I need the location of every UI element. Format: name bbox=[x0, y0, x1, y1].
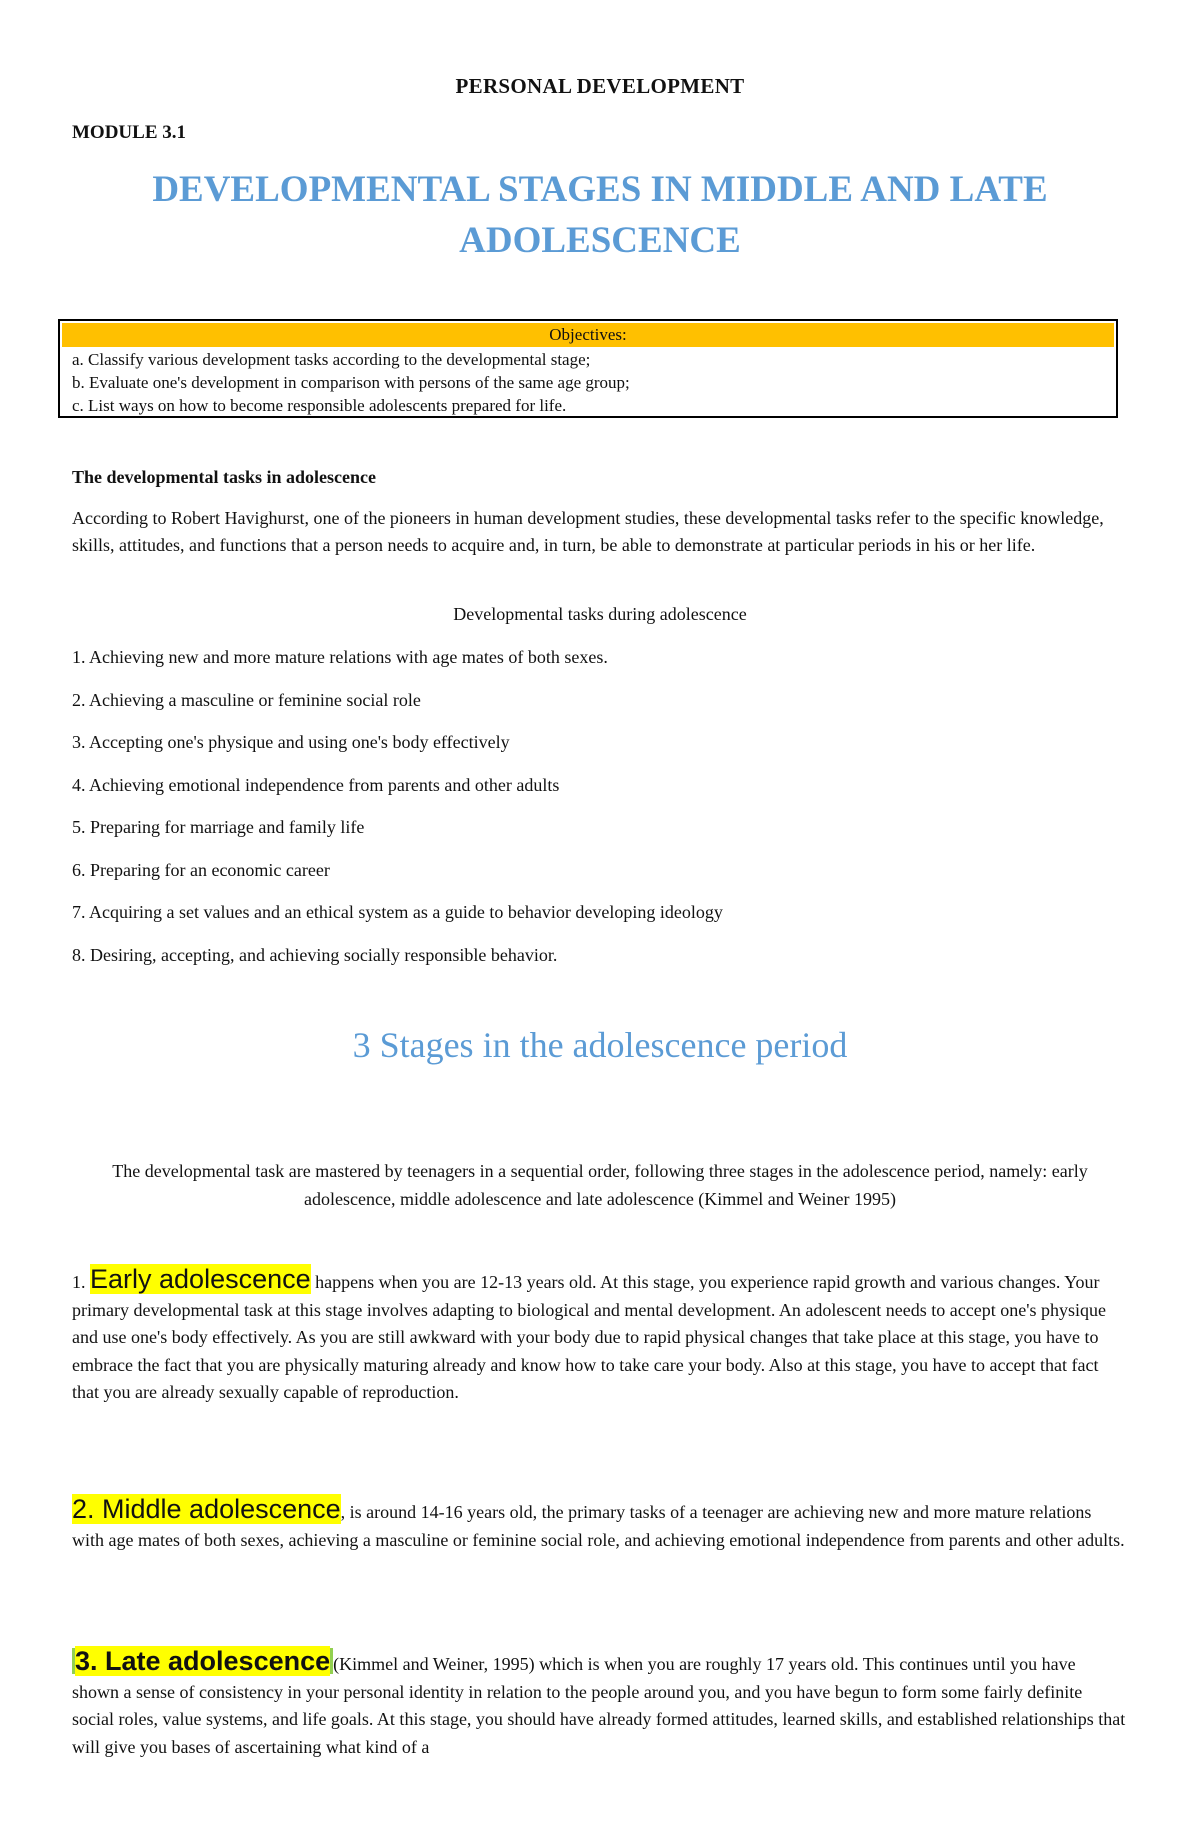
task-item: 4. Achieving emotional independence from parents and other adults bbox=[72, 775, 560, 795]
tasks-list-title: Developmental tasks during adolescence bbox=[453, 604, 747, 624]
stage-late-paragraph bbox=[72, 1648, 1127, 1761]
task-item: 3. Accepting one's physique and using one's body effectively bbox=[72, 732, 510, 752]
stage-middle-text: , is around 14-16 years old, the primary tasks of a teenager are achieving new and more mature relations with age mates of both sexes, achieving a masculine or feminine social role, and achieving emotional independence from parents and other adults. bbox=[72, 1502, 1125, 1550]
objective-item: c. List ways on how to become responsible adolescents prepared for life. bbox=[72, 396, 567, 415]
havighurst-paragraph: According to Robert Havighurst, one of the pioneers in human development studies, these developmental tasks refer to the specific knowledge, skills, attitudes, and functions that a person needs to acquire and, in turn, be able to demonstrate at particular periods in his or her life. bbox=[72, 508, 1104, 555]
task-item: 8. Desiring, accepting, and achieving socially responsible behavior. bbox=[72, 945, 558, 965]
stages-intro-paragraph: The developmental task are mastered by teenagers in a sequential order, following three stages in the adolescence period, namely: early adolescence, middle adolescence and late adolescence (Kimmel and Weiner 1995) bbox=[112, 1161, 1088, 1209]
stages-heading: 3 Stages in the adolescence period bbox=[352, 1025, 848, 1065]
stage-early-paragraph bbox=[72, 1266, 1127, 1407]
objectives-box bbox=[58, 319, 1118, 418]
stage-middle-paragraph bbox=[72, 1496, 1127, 1554]
section-heading-tasks: The developmental tasks in adolescence bbox=[72, 467, 376, 487]
stage-late-label: 3. Late adolescence bbox=[75, 1646, 331, 1676]
task-item: 2. Achieving a masculine or feminine social role bbox=[72, 690, 421, 710]
task-item: 5. Preparing for marriage and family life bbox=[72, 817, 365, 837]
stage-early-text: happens when you are 12-13 years old. At this stage, you experience rapid growth and various changes. Your primary developmental task at this stage involves adapting to biological and mental development. An adolescent needs to accept one's physique and use one's body effectively. As you are still awkward with your body due to rapid physical changes that take place at this stage, you have to embrace the fact that you are physically maturing already and know how to take care your body. Also at this stage, you have to accept that fact that you are already sexually capable of reproduction. bbox=[72, 1272, 1106, 1402]
stage-early-number: 1. bbox=[72, 1272, 90, 1292]
task-item: 1. Achieving new and more mature relations with age mates of both sexes. bbox=[72, 647, 608, 667]
task-item: 7. Acquiring a set values and an ethical system as a guide to behavior developing ideology bbox=[72, 902, 723, 922]
page-title bbox=[100, 164, 1100, 266]
objective-item: b. Evaluate one's development in comparison with persons of the same age group; bbox=[72, 373, 630, 392]
objective-item: a. Classify various development tasks according to the developmental stage; bbox=[72, 350, 591, 369]
stage-early-label: Early adolescence bbox=[90, 1264, 311, 1294]
subject-heading: PERSONAL DEVELOPMENT bbox=[455, 74, 745, 98]
stage-late-text: (Kimmel and Weiner, 1995) which is when you are roughly 17 years old. This continues until you have shown a sense of consistency in your personal identity in relation to the people around you, and you have begun to form some fairly definite social roles, value systems, and life goals. At this stage, you should have already formed attitudes, learned skills, and established relationships that will give you bases of ascertaining what kind of a bbox=[72, 1654, 1126, 1757]
page-title-line-2: ADOLESCENCE bbox=[459, 220, 741, 261]
objectives-heading: Objectives: bbox=[62, 323, 1114, 347]
module-label: MODULE 3.1 bbox=[72, 122, 186, 143]
task-item: 6. Preparing for an economic career bbox=[72, 860, 330, 880]
page-title-line-1: DEVELOPMENTAL STAGES IN MIDDLE AND LATE bbox=[152, 169, 1048, 210]
stage-middle-label: 2. Middle adolescence bbox=[72, 1494, 341, 1524]
